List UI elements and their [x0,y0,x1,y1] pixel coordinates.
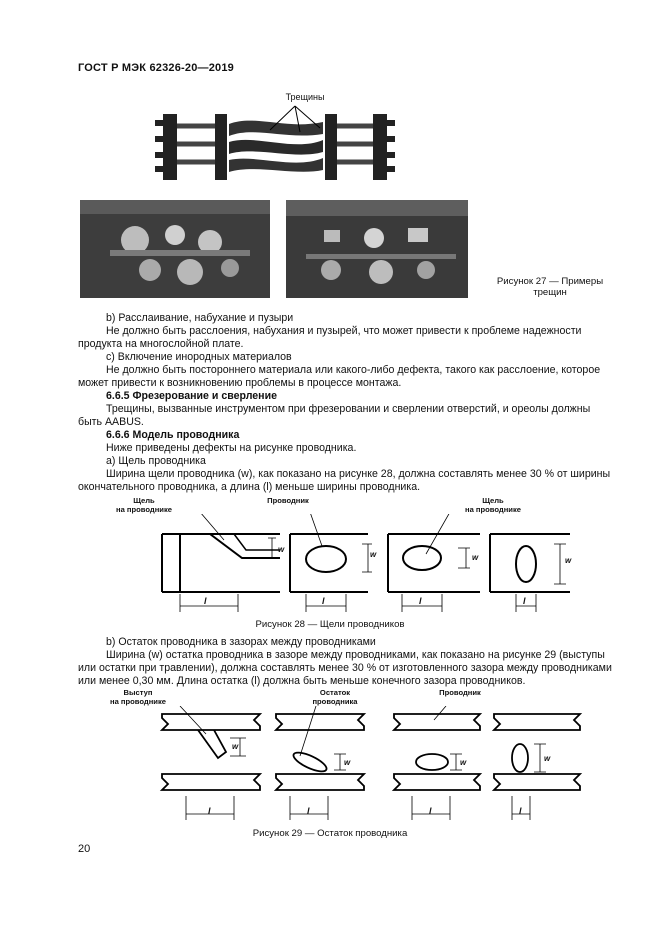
fig29-label-residue-line1: Остаток [319,688,351,697]
fig29-label-residue-line2: проводника [312,697,358,706]
fig28-label-gap-right-line1: Щель [482,496,504,505]
crack-photo-left [80,200,270,298]
fig28-label-gap-left-line2: на проводнике [116,505,172,514]
fig28-dim-l-1: l [204,596,207,606]
fig28-dim-l-3: l [419,596,422,606]
para-delamination: Не должно быть расслоения, набухания и пузырей, что может привести к проблеме надежности продукта на многослойной плате. [78,325,582,351]
section-665-heading: 6.6.5 Фрезерование и сверление [106,390,277,402]
para-conductor-intro: Ниже приведены дефекты на рисунке проводника. [106,442,357,454]
fig28-label-gap-right [455,496,531,514]
figure27-caption [488,276,612,298]
cracks-label: Трещины [285,92,325,102]
para-gap: Ширина щели проводника (w), как показано на рисунке 28, должна составлять менее 30 % от ширины окончательного проводника, а длина (l) меньше ширины проводника. [78,468,611,494]
cracks-cross-section-photo [145,100,405,190]
fig28-dim-w-1: w [278,545,285,554]
fig28-dim-w-2: w [370,550,377,559]
fig29-dim-l-3: l [429,806,432,816]
fig29-dim-w-2: w [344,758,351,767]
para-milling: Трещины, вызванные инструментом при фрезеровании и сверлении отверстий, и ореолы должны быть AABUS. [78,403,591,429]
fig29-label-protrusion-line2: на проводнике [110,697,166,706]
para-foreign: Не должно быть постороннего материала или какого-либо дефекта, такого как расслоение, которое может привести к возникновению проблемы в процессе монтажа. [78,364,601,390]
fig29-label-protrusion [100,688,176,706]
figure29-diagram [150,706,590,824]
page-number: 20 [78,843,91,855]
fig28-dim-l-4: l [523,596,526,606]
figure27-caption-line1: Рисунок 27 — Примеры [496,276,604,287]
figure28-caption: Рисунок 28 — Щели проводников [255,619,405,630]
section-666-heading: 6.6.6 Модель проводника [106,429,240,441]
fig29-dim-w-1: w [232,742,239,751]
fig29-dim-l-4: l [519,806,522,816]
fig29-label-residue [300,688,370,706]
document-header: ГОСТ Р МЭК 62326-20—2019 [78,62,235,74]
fig29-dim-l-2: l [307,806,310,816]
para-residue-heading: b) Остаток проводника в зазорах между проводниками [106,636,376,648]
fig28-dim-w-3: w [472,553,479,562]
fig28-label-gap-left [106,496,182,514]
para-foreign-heading: с) Включение инородных материалов [106,351,292,363]
crack-photo-right [286,200,468,298]
figure29-caption: Рисунок 29 — Остаток проводника [252,828,408,839]
fig28-dim-w-4: w [565,556,572,565]
fig28-label-gap-right-line2: на проводнике [465,505,521,514]
para-delamination-heading: b) Расслаивание, набухание и пузыри [106,312,294,324]
para-gap-heading: а) Щель проводника [106,455,206,467]
fig28-dim-l-2: l [322,596,325,606]
fig29-label-conductor: Проводник [439,688,481,697]
para-residue: Ширина (w) остатка проводника в зазоре между проводниками, как показано на рисунке 29 (выступы или остатки при травлении), должна составлять менее 30 % от изготовленного зазора между проводниками или менее 0,30 мм. Длина остатка (l) должна быть меньше конечного зазора проводников. [78,649,612,688]
fig29-dim-w-3: w [460,758,467,767]
fig29-dim-l-1: l [208,806,211,816]
figure27-caption-line2: трещин [533,287,567,298]
fig29-dim-w-4: w [544,754,551,763]
fig28-label-conductor: Проводник [267,496,309,505]
fig28-label-gap-left-line1: Щель [133,496,155,505]
fig29-label-protrusion-line1: Выступ [123,688,153,697]
